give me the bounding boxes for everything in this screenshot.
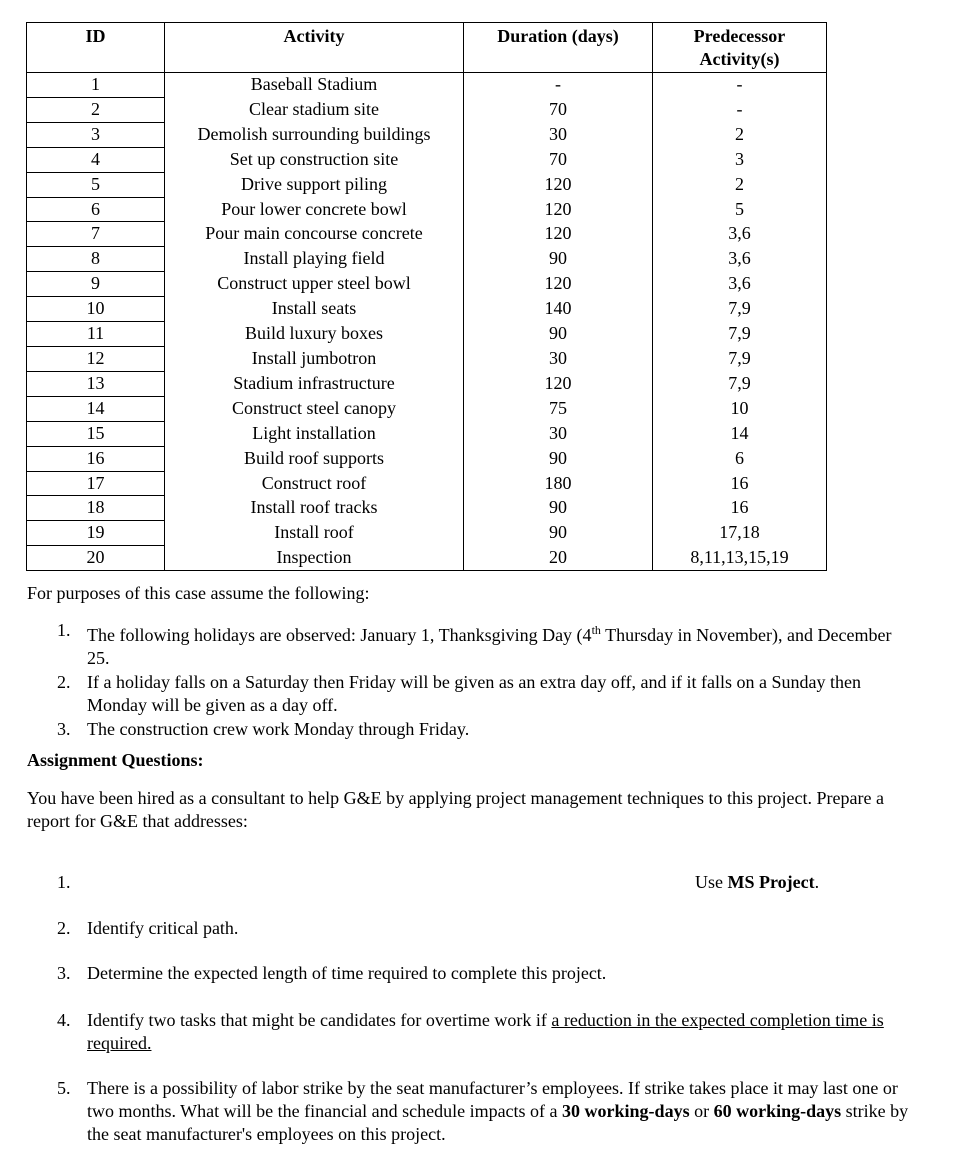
cell-duration: 90	[464, 322, 653, 347]
question-text: There is a possibility of labor strike by the seat manufacturer’s employees. If strike takes place it may last one or two months. What will be the financial and schedule impacts of a 30 working-days or 60 working-days strike by the seat manufacturer's employees on this project.	[87, 1078, 909, 1144]
question-number: 4.	[57, 1010, 71, 1030]
table-row	[27, 222, 827, 247]
cell-id: 4	[27, 147, 165, 172]
cell-activity: Install roof tracks	[165, 496, 464, 521]
cell-activity: Build roof supports	[165, 446, 464, 471]
table-row	[27, 346, 827, 371]
cell-activity: Install roof	[165, 521, 464, 546]
cell-predecessor: 7,9	[653, 346, 827, 371]
table-row	[27, 247, 827, 272]
assumption-item	[27, 619, 917, 670]
cell-predecessor: 3,6	[653, 247, 827, 272]
cell-predecessor: 7,9	[653, 297, 827, 322]
cell-predecessor: 7,9	[653, 322, 827, 347]
cell-predecessor: 3,6	[653, 222, 827, 247]
question-text: Identify two tasks that might be candidates for overtime work if a reduction in the expected completion time is required.	[87, 1010, 884, 1053]
question-text: Determine the expected length of time required to complete this project.	[87, 963, 607, 983]
cell-predecessor: 3,6	[653, 272, 827, 297]
assumption-number: 2.	[57, 672, 71, 692]
cell-predecessor: 8,11,13,15,19	[653, 546, 827, 571]
cell-id: 12	[27, 346, 165, 371]
assumptions-intro: For purposes of this case assume the following:	[27, 583, 370, 603]
question-text: Identify critical path.	[87, 918, 239, 938]
cell-predecessor: 10	[653, 396, 827, 421]
cell-activity: Build luxury boxes	[165, 322, 464, 347]
table-row	[27, 496, 827, 521]
table-row	[27, 97, 827, 122]
table-row	[27, 396, 827, 421]
cell-activity: Set up construction site	[165, 147, 464, 172]
cell-id: 8	[27, 247, 165, 272]
cell-predecessor: 16	[653, 471, 827, 496]
cell-id: 7	[27, 222, 165, 247]
header-duration: Duration (days)	[464, 23, 653, 73]
cell-activity: Construct steel canopy	[165, 396, 464, 421]
activity-table	[26, 22, 827, 571]
question-number: 2.	[57, 918, 71, 938]
cell-duration: 20	[464, 546, 653, 571]
table-row	[27, 546, 827, 571]
assumption-text: If a holiday falls on a Saturday then Friday will be given as an extra day off, and if it falls on a Sunday then Monday will be given as a day off.	[87, 672, 861, 715]
table-header-row	[27, 23, 827, 73]
cell-activity: Pour main concourse concrete	[165, 222, 464, 247]
cell-duration: -	[464, 73, 653, 98]
cell-predecessor: 7,9	[653, 371, 827, 396]
cell-id: 3	[27, 122, 165, 147]
question-number: 3.	[57, 963, 71, 983]
cell-duration: 120	[464, 371, 653, 396]
assumption-text: The construction crew work Monday through Friday.	[87, 719, 470, 739]
assumption-text: The following holidays are observed: January 1, Thanksgiving Day (4th Thursday in November), and December 25.	[87, 623, 892, 668]
cell-id: 20	[27, 546, 165, 571]
cell-id: 9	[27, 272, 165, 297]
table-row	[27, 73, 827, 98]
cell-id: 6	[27, 197, 165, 222]
cell-id: 13	[27, 371, 165, 396]
cell-id: 19	[27, 521, 165, 546]
cell-id: 10	[27, 297, 165, 322]
cell-activity: Drive support piling	[165, 172, 464, 197]
question-text: Use MS Project.	[695, 872, 820, 892]
cell-id: 14	[27, 396, 165, 421]
cell-activity: Light installation	[165, 421, 464, 446]
cell-id: 11	[27, 322, 165, 347]
cell-predecessor: -	[653, 73, 827, 98]
cell-predecessor: 2	[653, 172, 827, 197]
table-row	[27, 446, 827, 471]
cell-activity: Install playing field	[165, 247, 464, 272]
header-id: ID	[27, 23, 165, 73]
cell-activity: Construct roof	[165, 471, 464, 496]
cell-duration: 120	[464, 272, 653, 297]
assignment-paragraph: You have been hired as a consultant to help G&E by applying project management techniques to this project. Prepare a report for G&E that addresses:	[27, 788, 884, 831]
cell-id: 1	[27, 73, 165, 98]
table-row	[27, 172, 827, 197]
cell-activity: Install jumbotron	[165, 346, 464, 371]
cell-predecessor: 6	[653, 446, 827, 471]
cell-duration: 120	[464, 172, 653, 197]
table-row	[27, 272, 827, 297]
table-row	[27, 371, 827, 396]
cell-predecessor: 2	[653, 122, 827, 147]
cell-id: 15	[27, 421, 165, 446]
cell-predecessor: -	[653, 97, 827, 122]
cell-activity: Clear stadium site	[165, 97, 464, 122]
cell-duration: 30	[464, 421, 653, 446]
cell-activity: Baseball Stadium	[165, 73, 464, 98]
cell-predecessor: 16	[653, 496, 827, 521]
cell-activity: Pour lower concrete bowl	[165, 197, 464, 222]
cell-duration: 140	[464, 297, 653, 322]
cell-activity: Stadium infrastructure	[165, 371, 464, 396]
assumption-item	[27, 718, 917, 741]
table-row	[27, 197, 827, 222]
assignment-heading: Assignment Questions:	[27, 750, 204, 770]
cell-duration: 90	[464, 521, 653, 546]
header-predecessor: Predecessor Activity(s)	[653, 23, 827, 73]
cell-duration: 90	[464, 496, 653, 521]
cell-activity: Demolish surrounding buildings	[165, 122, 464, 147]
cell-duration: 30	[464, 122, 653, 147]
cell-predecessor: 3	[653, 147, 827, 172]
cell-duration: 75	[464, 396, 653, 421]
cell-activity: Install seats	[165, 297, 464, 322]
assumption-item	[27, 671, 917, 717]
cell-id: 18	[27, 496, 165, 521]
cell-activity: Inspection	[165, 546, 464, 571]
cell-duration: 70	[464, 97, 653, 122]
cell-duration: 120	[464, 222, 653, 247]
cell-duration: 30	[464, 346, 653, 371]
table-row	[27, 297, 827, 322]
table-row	[27, 421, 827, 446]
question-number: 1.	[57, 872, 71, 892]
cell-duration: 180	[464, 471, 653, 496]
table-row	[27, 521, 827, 546]
table-row	[27, 471, 827, 496]
assumption-number: 3.	[57, 719, 71, 739]
cell-id: 17	[27, 471, 165, 496]
cell-duration: 90	[464, 446, 653, 471]
table-row	[27, 122, 827, 147]
table-row	[27, 322, 827, 347]
cell-predecessor: 14	[653, 421, 827, 446]
cell-duration: 70	[464, 147, 653, 172]
question-1	[27, 871, 927, 895]
question-number: 5.	[57, 1078, 71, 1098]
cell-duration: 90	[464, 247, 653, 272]
cell-predecessor: 17,18	[653, 521, 827, 546]
cell-duration: 120	[464, 197, 653, 222]
cell-id: 2	[27, 97, 165, 122]
table-row	[27, 147, 827, 172]
cell-id: 16	[27, 446, 165, 471]
cell-activity: Construct upper steel bowl	[165, 272, 464, 297]
assumption-number: 1.	[57, 620, 71, 640]
cell-id: 5	[27, 172, 165, 197]
cell-predecessor: 5	[653, 197, 827, 222]
header-activity: Activity	[165, 23, 464, 73]
assumptions-list	[27, 619, 917, 742]
